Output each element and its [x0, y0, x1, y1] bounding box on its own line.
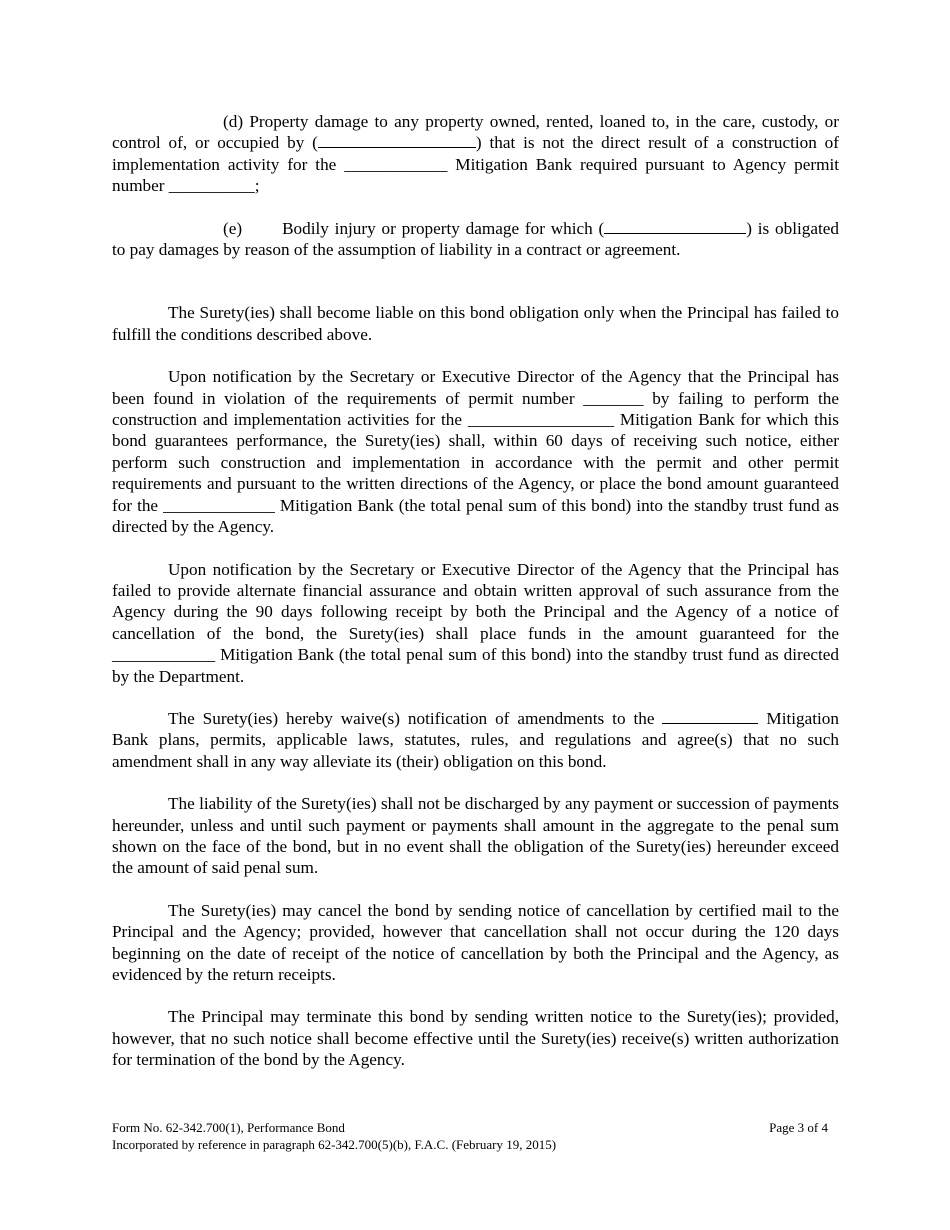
clause-d-paren-open: (	[312, 133, 318, 153]
footer-incorporated-line: Incorporated by reference in paragraph 62-342.700(5)(b), F.A.C. (February 19, 2015)	[112, 1137, 557, 1152]
paragraph-alternate-assurance: Upon notification by the Secretary or Executive Director of the Agency that the Principal has failed to provide alternate financial assurance and obtain written approval of such assurance from the Agency during the 90 days following receipt by both the Principal and the Agency of a notice of cancellation of the bond, the Surety(ies) shall place funds in the amount guaranteed for the ____________ Mitigation Bank (the total penal sum of this bond) into the standby trust fund as directed by the Department.	[112, 559, 839, 686]
clause-d-paren-close: )	[475, 133, 482, 153]
waiver-text-2: Mitigation Bank plans, permits, applicable laws, statutes, rules, and regulations and agree(s) that no such amendment shall in any way alleviate its (their) obligation on this bond.	[112, 708, 839, 771]
document-body	[112, 111, 839, 1071]
paragraph-principal-terminate: The Principal may terminate this bond by sending written notice to the Surety(ies); provided, however, that no such notice shall become effective until the Surety(ies) receive(s) written authorization for termination of the bond by the Agency.	[112, 1007, 839, 1070]
clause-e-paren-open: (	[598, 218, 605, 238]
page-number: Page 3 of 4	[769, 1120, 828, 1135]
clause-d-text-2: that is not the direct result of a construction of implementation activity for the ____________ Mitigation Bank required pursuant to Agency permit number __________;	[112, 133, 839, 196]
page-footer	[112, 1119, 828, 1153]
paragraph-surety-cancel: The Surety(ies) may cancel the bond by sending notice of cancellation by certified mail to the Principal and the Agency; provided, however that cancellation shall not occur during the 120 days beginning on the date of receipt of the notice of cancellation by both the Principal and the Agency, as evidenced by the return receipts.	[112, 900, 839, 984]
paragraph-waiver	[112, 708, 839, 772]
waiver-text-1: The Surety(ies) hereby waive(s) notification of amendments to the	[168, 708, 663, 728]
clause-d-label: (d)	[223, 112, 244, 131]
paragraph-liability-condition: The Surety(ies) shall become liable on this bond obligation only when the Principal has failed to fulfill the conditions described above.	[112, 303, 839, 344]
blank-occupant	[318, 133, 476, 148]
blank-mitigation-bank	[662, 709, 758, 724]
clause-e	[112, 218, 839, 261]
paragraph-violation-notice: Upon notification by the Secretary or Executive Director of the Agency that the Principal has been found in violation of the requirements of permit number _______ by failing to perform the construction and implementation activities for the _________________ Mitigation Bank for which this bond guarantees performance, the Surety(ies) shall, within 60 days of receiving such notice, either perform such construction and implementation in accordance with the permit and other permit requirements and pursuant to the written directions of the Agency, or place the bond amount guaranteed for the _____________ Mitigation Bank (the total penal sum of this bond) into the standby trust fund as directed by the Agency.	[112, 367, 839, 537]
clause-d-text-1: Property damage to any property owned, rented, loaned to, in the care, custody, or control of, or occupied by	[112, 112, 840, 153]
clause-e-paren-close: )	[746, 218, 752, 238]
paragraph-liability-discharge: The liability of the Surety(ies) shall not be discharged by any payment or succession of payments hereunder, unless and until such payment or payments shall amount in the aggregate to the penal sum shown on the face of the bond, but in no event shall the obligation of the Surety(ies) hereunder exceed the amount of said penal sum.	[112, 794, 839, 878]
clause-e-text-1: Bodily injury or property damage for which	[282, 218, 599, 238]
clause-d	[112, 111, 839, 197]
footer-form-line: Form No. 62-342.700(1), Performance Bond	[112, 1120, 345, 1135]
blank-obligor	[604, 219, 746, 234]
clause-e-text-2: is obligated to pay damages by reason of the assumption of liability in a contract or agreement.	[112, 218, 839, 260]
clause-e-label: (e)	[223, 218, 243, 238]
